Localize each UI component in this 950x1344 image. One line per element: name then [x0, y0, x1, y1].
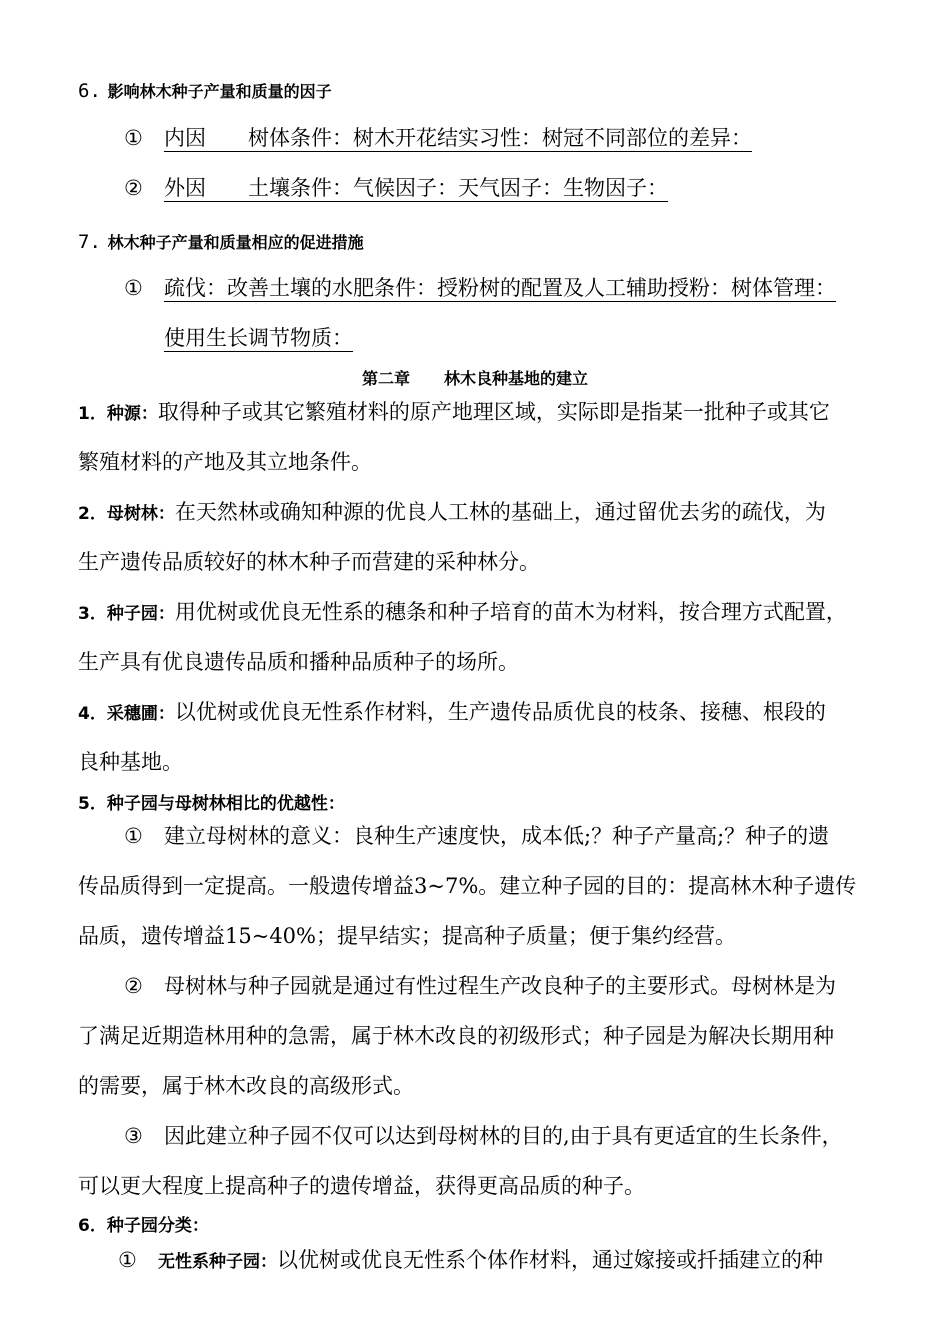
- chapter-title: 第二章 林木良种基地的建立: [361, 369, 589, 388]
- definition-6-heading: 6．种子园分类：: [78, 1216, 209, 1236]
- definition-4-line-1: 4．采穗圃：以优树或优良无性系作材料，生产遗传品质优良的枝条、接穗、根段的: [78, 700, 826, 724]
- section-7-item-1-line-1: ① 疏伐：改善土壤的水肥条件：授粉树的配置及人工辅助授粉：树体管理：: [124, 276, 836, 300]
- section-7-heading: 7. 林木种子产量和质量相应的促进措施: [78, 231, 364, 253]
- definition-5-p1-line-1: ① 建立母树林的意义：良种生产速度快，成本低;？种子产量高;？种子的遗: [124, 824, 830, 848]
- definition-3-line-2: 生产具有优良遗传品质和播种品质种子的场所。: [78, 650, 519, 674]
- definition-5-heading: 5．种子园与母树林相比的优越性：: [78, 794, 345, 814]
- definition-5-p2-line-1: ② 母树林与种子园就是通过有性过程生产改良种子的主要形式。母树林是为: [124, 974, 836, 998]
- definition-2-line-2: 生产遗传品质较好的林木种子而营建的采种林分。: [78, 550, 540, 574]
- definition-5-p2-line-2: 了满足近期造林用种的急需，属于林木改良的初级形式；种子园是为解决长期用种: [78, 1024, 834, 1048]
- section-6-item-2: ② 外因 土壤条件：气候因子：天气因子：生物因子：: [124, 176, 668, 200]
- definition-5-p1-line-3: 品质，遗传增益15~40%；提早结实；提高种子质量；便于集约经营。: [78, 924, 736, 948]
- section-7-item-1-line-2: 使用生长调节物质：: [164, 326, 353, 350]
- definition-4-line-2: 良种基地。: [78, 750, 183, 774]
- definition-5-p1-line-2: 传品质得到一定提高。一般遗传增益3~7%。建立种子园的目的：提高林木种子遗传: [78, 874, 857, 898]
- definition-6-item-1: ① 无性系种子园：以优树或优良无性系个体作材料，通过嫁接或扦插建立的种: [118, 1248, 823, 1272]
- definition-5-p2-line-3: 的需要，属于林木改良的高级形式。: [78, 1074, 414, 1098]
- definition-1-line-2: 繁殖材料的产地及其立地条件。: [78, 450, 372, 474]
- definition-1-line-1: 1．种源：取得种子或其它繁殖材料的原产地理区域，实际即是指某一批种子或其它: [78, 400, 830, 424]
- section-6-item-1: ① 内因 树体条件：树木开花结实习性：树冠不同部位的差异：: [124, 126, 752, 150]
- definition-3-line-1: 3．种子园：用优树或优良无性系的穗条和种子培育的苗木为材料，按合理方式配置，: [78, 600, 847, 624]
- definition-5-p3-line-1: ③ 因此建立种子园不仅可以达到母树林的目的,由于具有更适宜的生长条件，: [124, 1124, 843, 1148]
- definition-2-line-1: 2．母树林：在天然林或确知种源的优良人工林的基础上，通过留优去劣的疏伐，为: [78, 500, 826, 524]
- section-6-heading: 6. 影响林木种子产量和质量的因子: [78, 80, 332, 102]
- definition-5-p3-line-2: 可以更大程度上提高种子的遗传增益，获得更高品质的种子。: [78, 1174, 645, 1198]
